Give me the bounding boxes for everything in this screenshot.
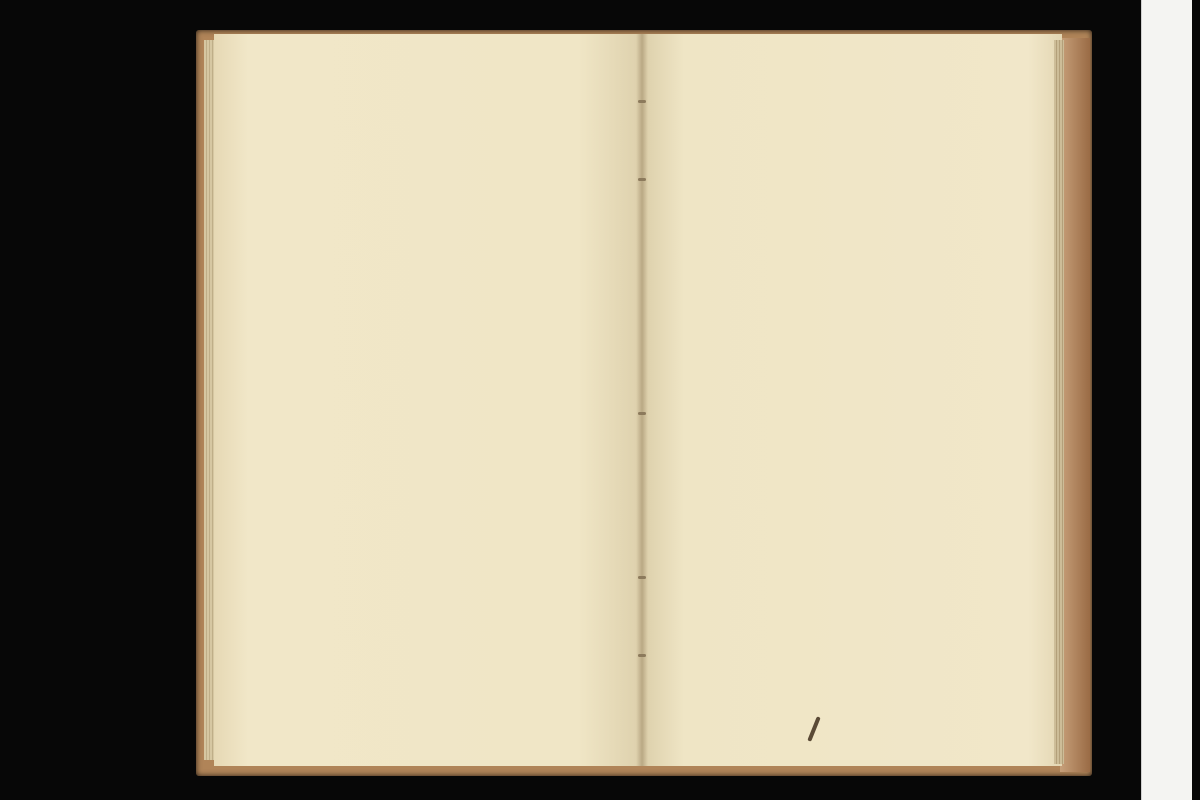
binding-stitch (638, 654, 646, 657)
right-page (642, 34, 1062, 766)
watermark-logo (364, 280, 574, 440)
measuring-ruler (1141, 0, 1192, 800)
binding-stitch (638, 576, 646, 579)
page-stack-right (1054, 40, 1064, 764)
binding-stitch (638, 178, 646, 181)
binding-stitch (638, 412, 646, 415)
binding-stitch (638, 100, 646, 103)
cover-edge (1060, 38, 1090, 772)
